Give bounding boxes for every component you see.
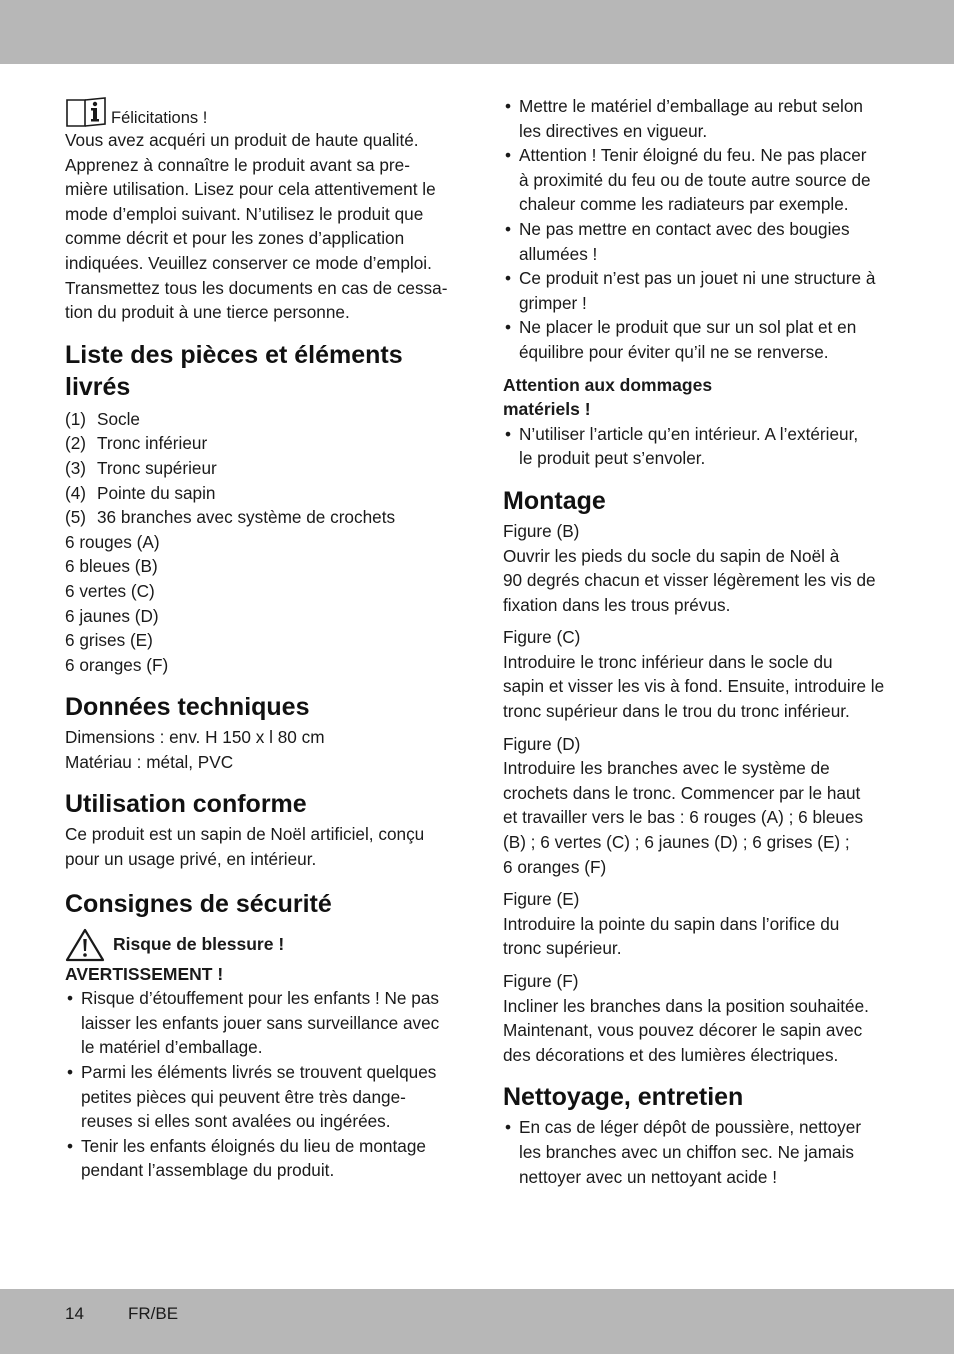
- bullet-line: petites pièces qui peuvent être très dange-: [81, 1086, 406, 1107]
- list-item: [503, 217, 895, 266]
- list-item: [503, 1115, 895, 1189]
- item-number: (3): [65, 457, 87, 478]
- item-number: (4): [65, 482, 87, 503]
- cleaning-heading: Nettoyage, entretien: [503, 1083, 744, 1112]
- list-item: 6 vertes (C): [65, 580, 155, 601]
- parts-heading-line: livrés: [65, 372, 131, 401]
- list-item: [65, 481, 457, 506]
- item-number: (5): [65, 507, 87, 528]
- list-item: [503, 94, 895, 143]
- safety-heading: Consignes de sécurité: [65, 889, 332, 918]
- figure-label: Figure (E): [503, 889, 580, 910]
- parts-heading: [65, 339, 457, 403]
- figure-line: et travailler vers le bas : 6 rouges (A) ; 6 bleues: [503, 807, 864, 828]
- item-number: (2): [65, 433, 87, 454]
- bullet-line: Ne placer le produit que sur un sol plat et en: [519, 317, 857, 338]
- intro-line: tion du produit à une tierce personne.: [65, 302, 350, 323]
- figure-block: [503, 732, 895, 880]
- intro-line: Vous avez acquéri un produit de haute qualité.: [65, 130, 419, 150]
- item-label: Tronc inférieur: [97, 433, 208, 454]
- cleaning-list: [503, 1115, 895, 1189]
- figure-line: Introduire la pointe du sapin dans l’orifice du: [503, 913, 840, 934]
- parts-heading-line: Liste des pièces et éléments: [65, 340, 403, 369]
- bullet-line: reuses si elles sont avalées ou ingérées.: [81, 1111, 391, 1132]
- bullet-line: chaleur comme les radiateurs par exemple.: [519, 194, 849, 215]
- list-item: 6 oranges (F): [65, 654, 169, 675]
- left-column: [65, 96, 457, 1183]
- list-item: [65, 431, 457, 456]
- list-item: 6 grises (E): [65, 630, 153, 651]
- list-item: [503, 143, 895, 217]
- list-item: [65, 456, 457, 481]
- figure-line: Incliner les branches dans la position souhaitée.: [503, 995, 869, 1016]
- list-item: [65, 505, 457, 530]
- tech-dimensions: Dimensions : env. H 150 x l 80 cm: [65, 727, 325, 748]
- damage-heading-line: matériels !: [503, 399, 591, 420]
- bullet-line: les directives en vigueur.: [519, 120, 708, 141]
- tech-heading: Données techniques: [65, 693, 310, 722]
- list-item: [65, 986, 457, 1060]
- usage-line: Ce produit est un sapin de Noël artificiel, conçu: [65, 824, 425, 845]
- left-safety-list: [65, 986, 457, 1183]
- figure-label: Figure (C): [503, 627, 581, 648]
- usage-heading: Utilisation conforme: [65, 790, 307, 819]
- item-label: 36 branches avec système de crochets: [97, 507, 396, 528]
- right-safety-list: [503, 94, 895, 365]
- list-item: [503, 422, 895, 471]
- damage-list: [503, 422, 895, 471]
- figure-block: [503, 625, 895, 723]
- list-item: 6 jaunes (D): [65, 605, 159, 626]
- bullet-line: laisser les enfants jouer sans surveillance avec: [81, 1012, 440, 1033]
- warning-triangle-icon: [65, 928, 105, 962]
- bullet-line: Risque d’étouffement pour les enfants ! Ne pas: [81, 988, 439, 1009]
- usage-line: pour un usage privé, en intérieur.: [65, 849, 317, 870]
- intro-line: Transmettez tous les documents en cas de cessa-: [65, 277, 448, 298]
- figure-line: tronc supérieur dans le trou du tronc inférieur.: [503, 701, 850, 722]
- bullet-line: à proximité du feu ou de toute autre source de: [519, 169, 871, 190]
- warning-label: AVERTISSEMENT !: [65, 963, 224, 984]
- parts-list: [65, 407, 457, 530]
- figure-line: Maintenant, vous pouvez décorer le sapin avec: [503, 1020, 863, 1041]
- list-item: [503, 266, 895, 315]
- intro-header: [65, 96, 457, 128]
- language-code: FR/BE: [128, 1304, 179, 1323]
- bullet-line: Attention ! Tenir éloigné du feu. Ne pas placer: [519, 145, 867, 166]
- figure-label: Figure (F): [503, 971, 579, 991]
- bullet-line: Ce produit n’est pas un jouet ni une structure à: [519, 268, 876, 289]
- item-number: (1): [65, 408, 87, 429]
- figure-line: tronc supérieur.: [503, 938, 622, 959]
- list-item: 6 rouges (A): [65, 531, 160, 552]
- figure-label: Figure (B): [503, 520, 580, 541]
- figure-block: [503, 887, 895, 961]
- figure-line: sapin et visser les vis à fond. Ensuite, introduire le: [503, 676, 885, 697]
- info-manual-icon: [65, 96, 107, 128]
- list-item: [65, 1134, 457, 1183]
- damage-heading: [503, 373, 895, 422]
- list-item: [65, 407, 457, 432]
- bullet-line: équilibre pour éviter qu’il ne se renverse.: [519, 341, 829, 362]
- bullet-line: grimper !: [519, 292, 587, 313]
- bullet-line: le produit peut s’envoler.: [519, 448, 706, 469]
- bullet-line: nettoyer avec un nettoyant acide !: [519, 1166, 777, 1187]
- intro-text: [65, 128, 457, 325]
- item-label: Tronc supérieur: [97, 457, 217, 478]
- list-item: [65, 1060, 457, 1134]
- intro-line: Apprenez à connaître le produit avant sa pre-: [65, 154, 410, 175]
- figure-line: crochets dans le tronc. Commencer par le haut: [503, 782, 861, 803]
- branch-colors: [65, 530, 457, 678]
- bullet-line: En cas de léger dépôt de poussière, nettoyer: [519, 1117, 862, 1138]
- figure-line: des décorations et des lumières électriques.: [503, 1044, 839, 1065]
- bullet-line: N’utiliser l’article qu’en intérieur. A l’extérieur,: [519, 423, 859, 444]
- bullet-line: le matériel d’emballage.: [81, 1037, 263, 1058]
- list-item: [503, 315, 895, 364]
- figure-line: fixation dans les trous prévus.: [503, 594, 731, 615]
- intro-line: comme décrit et pour les zones d’application: [65, 228, 405, 249]
- figure-line: Introduire le tronc inférieur dans le socle du: [503, 651, 833, 672]
- intro-line: mière utilisation. Lisez pour cela attentivement le: [65, 179, 436, 200]
- assembly-heading: Montage: [503, 486, 606, 515]
- header-band: [0, 0, 954, 64]
- damage-heading-line: Attention aux dommages: [503, 374, 713, 395]
- bullet-line: les branches avec un chiffon sec. Ne jamais: [519, 1141, 855, 1162]
- figure-line: 90 degrés chacun et visser légèrement les vis de: [503, 570, 876, 591]
- item-label: Socle: [97, 408, 140, 429]
- item-label: Pointe du sapin: [97, 482, 216, 503]
- intro-title: Félicitations !: [111, 109, 208, 127]
- figure-line: Introduire les branches avec le système de: [503, 758, 830, 779]
- bullet-line: allumées !: [519, 243, 598, 264]
- list-item: 6 bleues (B): [65, 556, 158, 577]
- tech-material: Matériau : métal, PVC: [65, 751, 234, 772]
- bullet-line: Parmi les éléments livrés se trouvent quelques: [81, 1062, 437, 1083]
- figure-block: [503, 969, 895, 1067]
- bullet-line: Tenir les enfants éloignés du lieu de montage: [81, 1135, 426, 1156]
- risk-header: [65, 928, 457, 962]
- right-column: [503, 94, 895, 1189]
- figure-block: [503, 519, 895, 617]
- intro-line: indiquées. Veuillez conserver ce mode d’emploi.: [65, 252, 432, 273]
- figure-line: 6 oranges (F): [503, 856, 607, 877]
- intro-line: mode d’emploi suivant. N’utilisez le produit que: [65, 203, 424, 224]
- page-number: 14: [65, 1304, 84, 1323]
- bullet-line: pendant l’assemblage du produit.: [81, 1160, 335, 1181]
- figure-label: Figure (D): [503, 733, 581, 754]
- bullet-line: Mettre le matériel d’emballage au rebut selon: [519, 96, 863, 116]
- figure-line: (B) ; 6 vertes (C) ; 6 jaunes (D) ; 6 grises (E) ;: [503, 832, 850, 853]
- bullet-line: Ne pas mettre en contact avec des bougies: [519, 218, 850, 239]
- figure-line: Ouvrir les pieds du socle du sapin de Noël à: [503, 545, 840, 566]
- risk-title: Risque de blessure !: [113, 934, 285, 955]
